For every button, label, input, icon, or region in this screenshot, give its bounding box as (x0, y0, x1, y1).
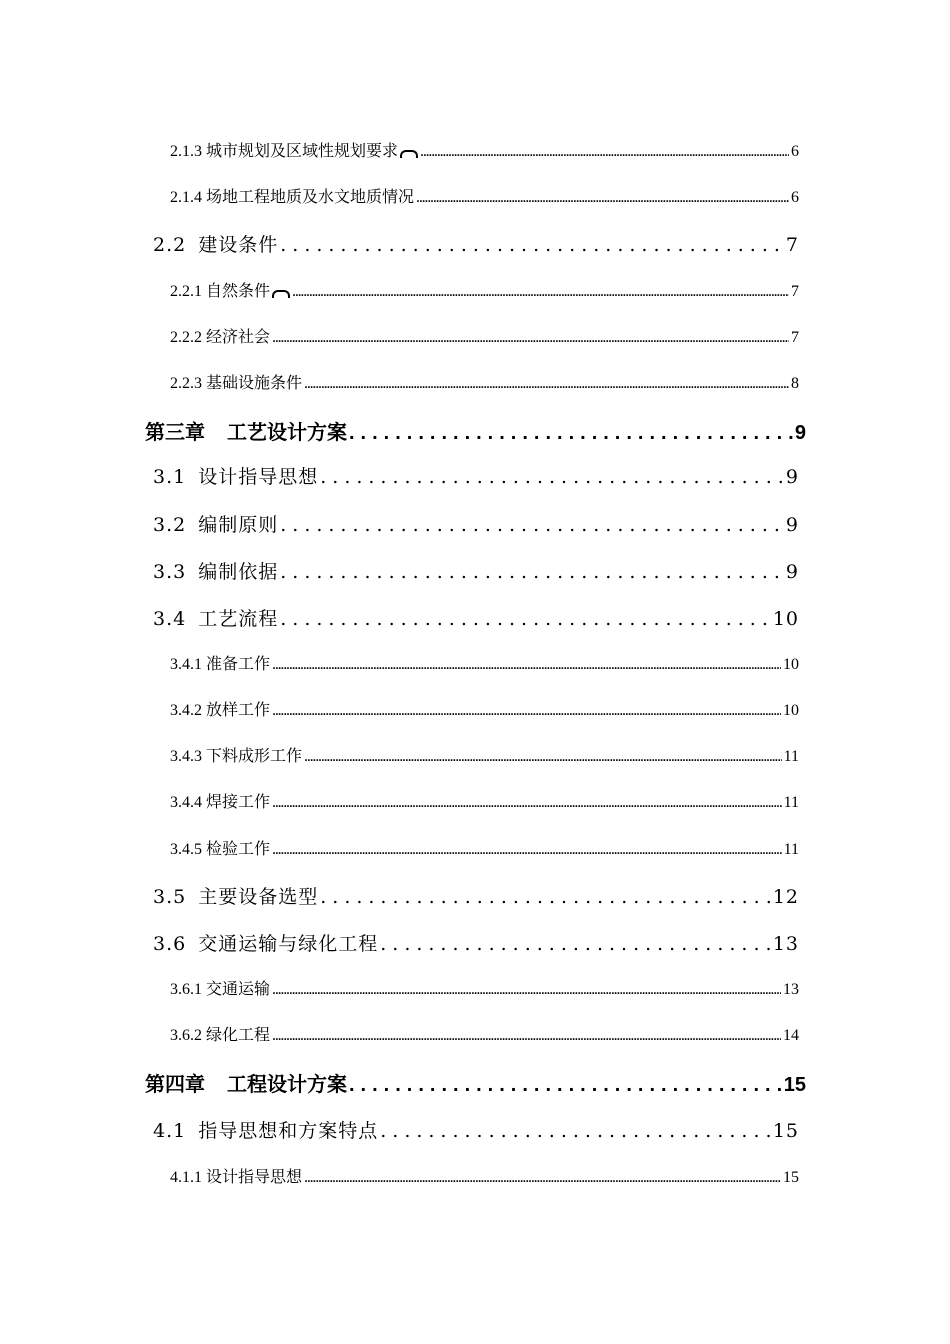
toc-entry-text: 放样工作 (206, 702, 271, 719)
toc-entry-page: 13 (783, 981, 799, 998)
toc-entry[interactable] (145, 1068, 806, 1097)
toc-entry-title (170, 836, 270, 859)
toc-entry-page: 15 (772, 1120, 799, 1142)
toc-entry-title (153, 1116, 378, 1143)
toc-entry[interactable] (170, 1022, 799, 1045)
toc-entry-title (153, 604, 278, 631)
toc-entry-title (153, 929, 378, 956)
dot-leader (320, 886, 771, 908)
toc-entry[interactable] (170, 278, 799, 301)
dot-leader (272, 656, 781, 674)
toc-entry-number: 3.3 (153, 561, 187, 583)
toc-entry-number: 4.1 (153, 1120, 187, 1142)
dot-leader (304, 1169, 781, 1187)
toc-entry-text: 设计指导思想 (206, 1169, 303, 1186)
toc-entry-number: 3.4.2 (170, 702, 202, 719)
toc-entry-text: 自然条件 (206, 283, 271, 300)
toc-entry-page: 11 (783, 748, 799, 765)
toc-entry-page: 6 (791, 143, 799, 160)
toc-entry-page: 6 (791, 189, 799, 206)
toc-entry-number: 3.6 (153, 933, 187, 955)
toc-entry-page: 7 (791, 283, 799, 300)
toc-entry[interactable] (170, 1164, 799, 1187)
toc-entry[interactable] (153, 230, 799, 257)
toc-entry-number: 第三章 (145, 422, 205, 444)
toc-entry-page: 10 (783, 656, 799, 673)
toc-entry-number: 3.1 (153, 466, 187, 488)
toc-entry[interactable] (170, 789, 799, 812)
toc-entry[interactable] (153, 929, 799, 956)
toc-entry-title (170, 184, 414, 207)
dot-leader (272, 702, 781, 720)
toc-entry-page: 9 (785, 514, 799, 536)
toc-entry-title (145, 1068, 347, 1097)
toc-entry[interactable] (170, 138, 799, 161)
toc-entry-title (170, 370, 302, 393)
toc-entry[interactable] (153, 604, 799, 631)
toc-entry-page: 13 (772, 933, 799, 955)
toc-entry-text: 工艺设计方案 (227, 422, 347, 444)
toc-entry-number: 4.1.1 (170, 1169, 202, 1186)
dot-leader (272, 794, 782, 812)
toc-entry-number: 3.2 (153, 514, 187, 536)
toc-entry[interactable] (153, 882, 799, 909)
toc-entry-text: 焊接工作 (206, 794, 271, 811)
toc-entry-title (153, 462, 318, 489)
dot-leader (420, 143, 789, 161)
dot-leader (272, 981, 781, 999)
toc-entry-text: 指导思想和方案特点 (198, 1120, 379, 1142)
dot-leader (280, 514, 784, 536)
toc-entry-text: 场地工程地质及水文地质情况 (206, 189, 415, 206)
toc-entry-text: 经济社会 (206, 329, 271, 346)
dot-leader (280, 234, 784, 256)
toc-entry-page: 9 (785, 466, 799, 488)
toc-entry-title (170, 1164, 302, 1187)
toc-entry[interactable] (170, 697, 799, 720)
dot-leader (349, 1074, 782, 1097)
toc-entry-text: 主要设备选型 (198, 886, 319, 908)
dot-leader (292, 283, 789, 301)
dot-leader (272, 841, 782, 859)
toc-entry-number: 2.1.3 (170, 143, 202, 160)
toc-entry-title (170, 743, 302, 766)
toc-entry-number: 3.6.1 (170, 981, 202, 998)
toc-entry-page: 10 (783, 702, 799, 719)
toc-entry-page: 7 (791, 329, 799, 346)
toc-entry-title (153, 557, 278, 584)
toc-entry-text: 交通运输 (206, 981, 271, 998)
dot-leader (272, 1027, 781, 1045)
toc-entry-text: 编制原则 (198, 514, 279, 536)
dot-leader (280, 561, 784, 583)
dot-leader (320, 466, 784, 488)
toc-entry-page: 10 (772, 608, 799, 630)
toc-entry-page: 11 (783, 841, 799, 858)
toc-entry-title (153, 882, 318, 909)
toc-entry-page: 8 (791, 375, 799, 392)
toc-entry[interactable] (153, 557, 799, 584)
dot-leader (304, 748, 782, 766)
toc-entry[interactable] (170, 370, 799, 393)
toc-entry[interactable] (170, 651, 799, 674)
toc-entry-text: 绿化工程 (206, 1027, 271, 1044)
toc-entry[interactable] (153, 510, 799, 537)
toc-entry-title (145, 416, 347, 445)
toc-entry-number: 2.2.3 (170, 375, 202, 392)
toc-entry-title (170, 324, 270, 347)
toc-entry-number: 3.4.4 (170, 794, 202, 811)
toc-entry-page: 11 (783, 794, 799, 811)
toc-entry-title (170, 1022, 270, 1045)
edit-mark-icon (400, 150, 418, 158)
toc-entry-number: 2.2.2 (170, 329, 202, 346)
dot-leader (380, 933, 771, 955)
toc-entry-number: 第四章 (145, 1074, 205, 1096)
toc-entry-page: 15 (783, 1074, 806, 1096)
toc-entry-page: 14 (783, 1027, 799, 1044)
toc-entry-number: 3.6.2 (170, 1027, 202, 1044)
toc-entry[interactable] (170, 836, 799, 859)
toc-entry-title (170, 138, 418, 161)
toc-entry-title (170, 278, 290, 301)
dot-leader (272, 329, 789, 347)
toc-entry-number: 3.4.3 (170, 748, 202, 765)
toc-entry[interactable] (145, 416, 806, 445)
toc-entry-number: 3.5 (153, 886, 187, 908)
toc-entry-page: 9 (785, 561, 799, 583)
toc-entry-number: 3.4 (153, 608, 187, 630)
toc-entry[interactable] (170, 324, 799, 347)
dot-leader (304, 375, 789, 393)
toc-entry-text: 工艺流程 (198, 608, 279, 630)
toc-entry-text: 设计指导思想 (198, 466, 319, 488)
toc-entry[interactable] (170, 976, 799, 999)
toc-entry[interactable] (153, 1116, 799, 1143)
toc-entry-text: 交通运输与绿化工程 (198, 933, 379, 955)
toc-entry-text: 工程设计方案 (227, 1074, 347, 1096)
dot-leader (416, 189, 789, 207)
dot-leader (380, 1120, 771, 1142)
toc-entry-text: 准备工作 (206, 656, 271, 673)
toc-entry-number: 2.2 (153, 234, 187, 256)
dot-leader (280, 608, 771, 630)
toc-entry-text: 下料成形工作 (206, 748, 303, 765)
toc-entry-number: 3.4.5 (170, 841, 202, 858)
toc-entry-title (153, 510, 278, 537)
toc-entry-text: 编制依据 (198, 561, 279, 583)
toc-entry-page: 9 (794, 422, 806, 444)
toc-entry-number: 3.4.1 (170, 656, 202, 673)
toc-entry-text: 建设条件 (198, 234, 279, 256)
toc-entry-title (153, 230, 278, 257)
toc-entry[interactable] (153, 462, 799, 489)
toc-entry-title (170, 697, 270, 720)
toc-entry-text: 城市规划及区域性规划要求 (206, 143, 399, 160)
toc-entry-title (170, 651, 270, 674)
toc-entry-number: 2.1.4 (170, 189, 202, 206)
toc-entry[interactable] (170, 184, 799, 207)
toc-entry-text: 基础设施条件 (206, 375, 303, 392)
edit-mark-icon (272, 290, 290, 298)
dot-leader (349, 422, 793, 445)
toc-entry[interactable] (170, 743, 799, 766)
toc-entry-page: 12 (772, 886, 799, 908)
toc-entry-title (170, 789, 270, 812)
toc-entry-number: 2.2.1 (170, 283, 202, 300)
toc-entry-title (170, 976, 270, 999)
toc-entry-page: 15 (783, 1169, 799, 1186)
toc-entry-text: 检验工作 (206, 841, 271, 858)
toc-entry-page: 7 (785, 234, 799, 256)
